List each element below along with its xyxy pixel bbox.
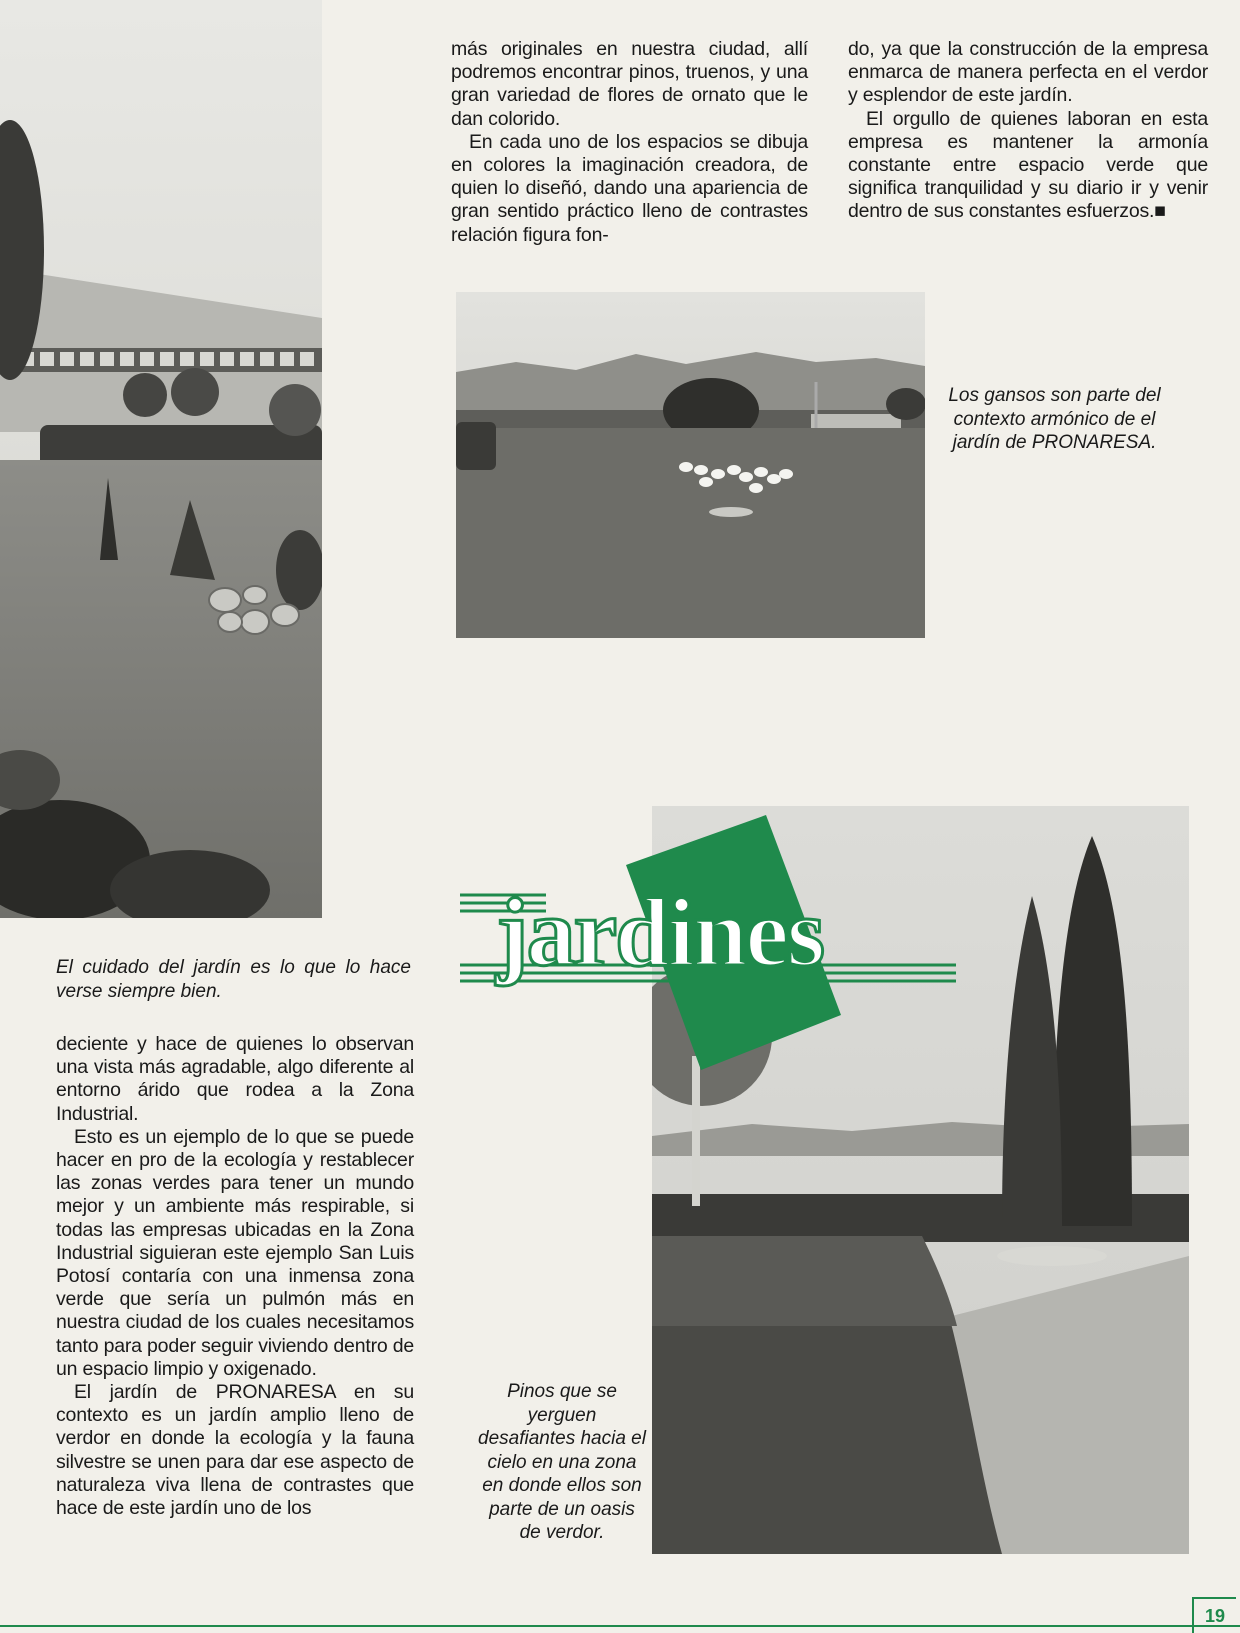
bottom-rule [0,1625,1240,1627]
photo-garden-building [0,0,322,918]
paragraph: más originales en nuestra ciudad, allí podremos encontrar pinos, truenos, y una gran variedad de flores de ornato que le dan colorido. [451,38,808,130]
paragraph [848,108,1208,224]
geese-illustration [456,292,925,638]
paragraph: deciente y hace de quienes lo observan una vista más agradable, algo diferente al entorno árido que rodea a la Zona Industrial. [56,1033,414,1125]
garden-building-illustration [0,0,322,918]
photo-geese [456,292,925,638]
paragraph-text: El orgullo de quienes laboran en esta empresa es mantener la armonía constante entre espacio verde que significa tranquilidad y su diario ir y venir dentro de sus constantes esfuerzos. [848,107,1208,223]
jardines-logo [456,815,971,1075]
jardines-logo-graphic [456,815,971,1075]
paragraph: Esto es un ejemplo de lo que se puede hacer en pro de la ecología y restablecer las zonas verdes para tener un mundo mejor y un ambiente más respirable, si todas las empresas ubicadas en la Zona Industrial siguieran este ejemplo San Luis Potosí contaría con una inmensa zona verde que sería un pulmón más en nuestra ciudad de los cuales necesitamos tanto para poder seguir viviendo dentro de un espacio limpio y oxigenado. [56,1125,415,1380]
top-text-column-2 [848,38,1208,224]
bottom-text-column [56,1033,414,1520]
logo-wordmark: jardines [496,879,823,987]
paragraph: En cada uno de los espacios se dibuja en colores la imaginación creadora, de quien lo diseñó, dando una apariencia de gran sentido práctico lleno de contrastes relación figura fon- [451,130,808,246]
paragraph: do, ya que la construcción de la empresa enmarca de manera perfecta en el verdor y esplendor de este jardín. [848,38,1208,107]
paragraph: El jardín de PRONARESA en su contexto es un jardín amplio lleno de verdor en donde la ecología y la fauna silvestre se unen para dar ese aspecto de naturaleza viva llena de contrastes que hace de este jardín uno de los [56,1381,414,1520]
end-mark: ■ [1154,200,1166,223]
page-number: 19 [1192,1597,1236,1633]
top-text-column-1 [451,38,808,247]
caption-garden: El cuidado del jardín es lo que lo hace verse siempre bien. [56,957,411,1002]
caption-pines: Pinos que se yerguen desafiantes hacia el cielo en una zona en donde ellos son parte de un oasis de verdor. [478,1381,646,1543]
caption-geese: Los gansos son parte del contexto armónico de el jardín de PRONARESA. [948,385,1161,453]
